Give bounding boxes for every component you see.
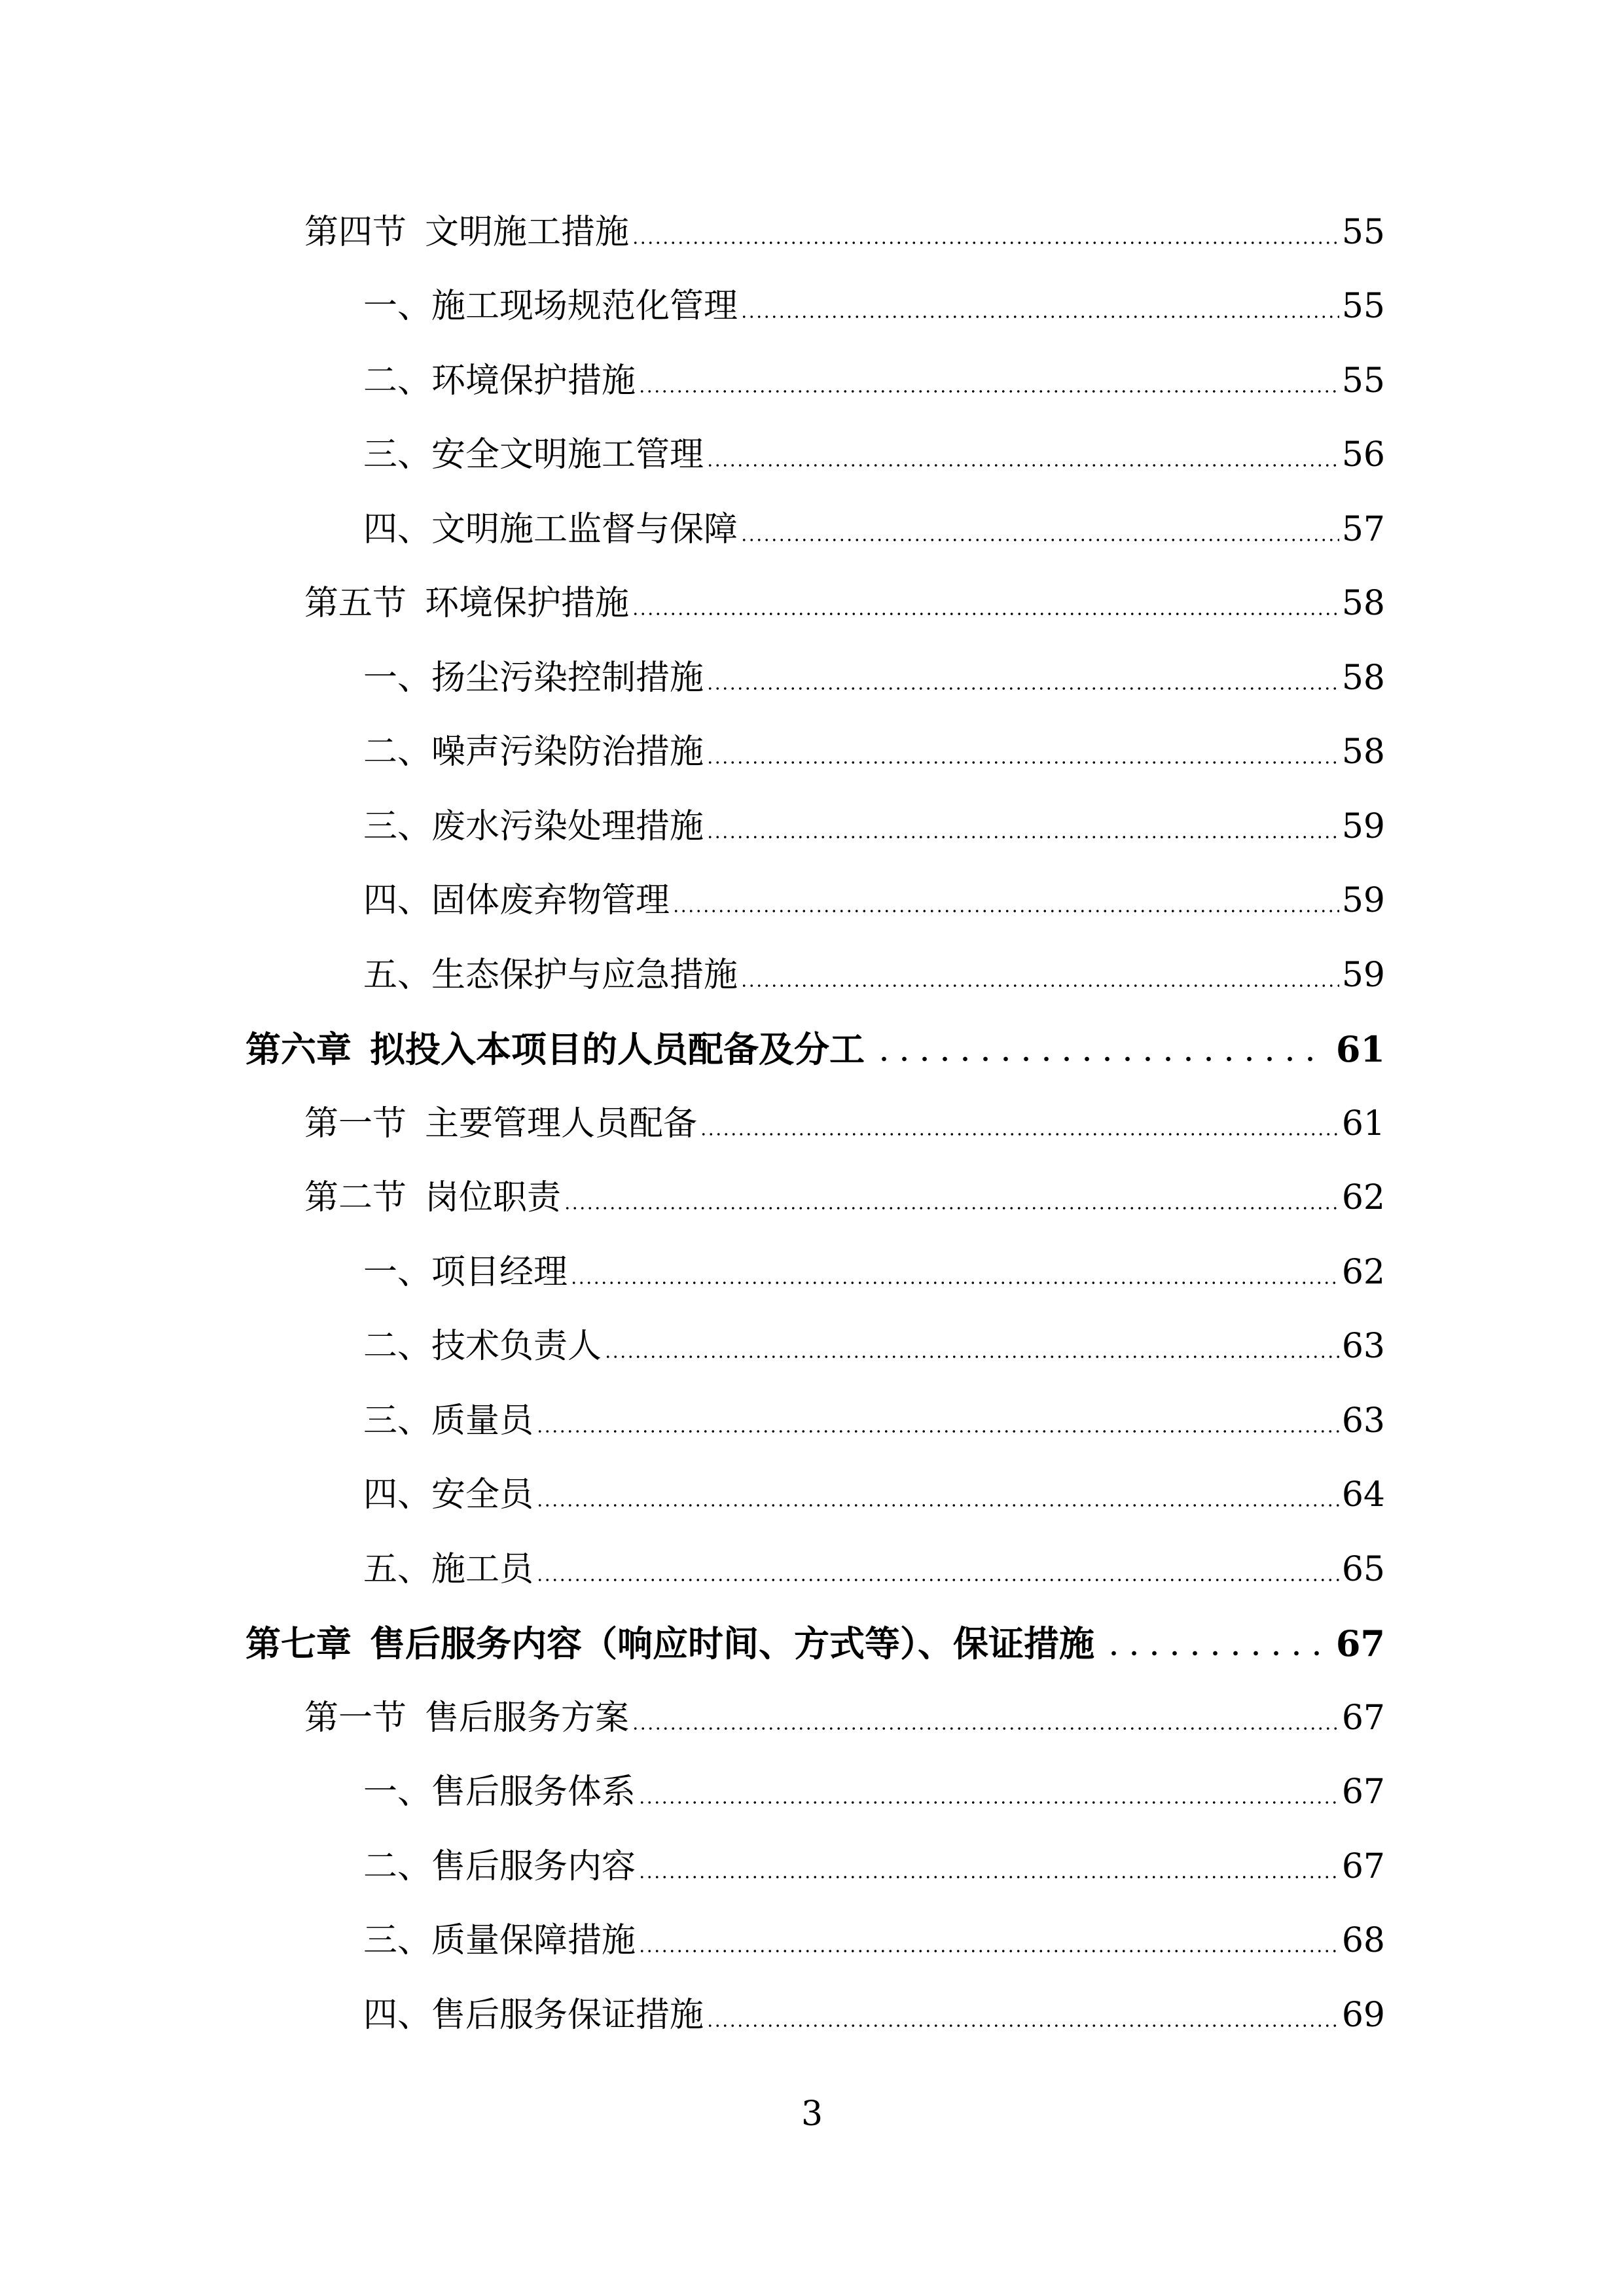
toc-entry-item[interactable] <box>0 1458 1624 1533</box>
toc-page-number: 67 <box>1341 1846 1385 1886</box>
toc-entry-item[interactable] <box>0 492 1624 567</box>
toc-label <box>245 1028 865 1071</box>
toc-entry-item[interactable] <box>0 789 1624 864</box>
toc-number: 第六章 <box>245 1028 352 1071</box>
toc-title: 售后服务内容（响应时间、方式等）、保证措施 <box>370 1623 1094 1665</box>
table-of-contents <box>0 195 1624 2053</box>
toc-leader-dots <box>706 835 1339 839</box>
toc-leader-dots <box>638 389 1339 393</box>
toc-leader-dots <box>1104 1651 1319 1656</box>
toc-page-number: 62 <box>1341 1178 1385 1218</box>
toc-number: 第四节 <box>304 212 407 252</box>
toc-title: 四、安全员 <box>363 1475 534 1515</box>
toc-label <box>245 1623 1094 1665</box>
toc-entry-section-4[interactable] <box>0 195 1624 270</box>
toc-title: 四、文明施工监督与保障 <box>363 509 738 549</box>
toc-page-number: 55 <box>1341 361 1385 401</box>
toc-title: 三、安全文明施工管理 <box>363 435 704 475</box>
toc-entry-item[interactable] <box>0 1755 1624 1830</box>
toc-title: 二、技术负责人 <box>363 1327 602 1367</box>
toc-title: 一、施工现场规范化管理 <box>363 287 738 327</box>
toc-page-number: 62 <box>1341 1252 1385 1292</box>
toc-leader-dots <box>632 241 1339 245</box>
toc-leader-dots <box>536 1578 1339 1582</box>
toc-leader-dots <box>706 463 1339 467</box>
toc-label <box>304 584 630 624</box>
toc-page-number: 58 <box>1341 658 1385 698</box>
toc-page-number: 67 <box>1341 1772 1385 1812</box>
toc-title: 环境保护措施 <box>425 584 630 624</box>
toc-page-number: 63 <box>1341 1401 1385 1441</box>
toc-entry-item[interactable] <box>0 715 1624 790</box>
toc-page-number: 55 <box>1341 212 1385 252</box>
toc-title: 岗位职责 <box>425 1178 562 1218</box>
toc-entry-section-5[interactable] <box>0 567 1624 641</box>
toc-entry-section-1[interactable] <box>0 1086 1624 1161</box>
toc-entry-item[interactable] <box>0 1829 1624 1904</box>
toc-entry-item[interactable] <box>0 1978 1624 2053</box>
toc-title: 二、售后服务内容 <box>363 1846 636 1886</box>
toc-entry-item[interactable] <box>0 1532 1624 1607</box>
toc-entry-item[interactable] <box>0 641 1624 715</box>
toc-leader-dots <box>536 1429 1339 1433</box>
toc-page-number: 65 <box>1341 1549 1385 1589</box>
toc-leader-dots <box>604 1355 1339 1359</box>
page-number-footer: 3 <box>801 2094 823 2134</box>
toc-leader-dots <box>638 1875 1339 1879</box>
toc-title: 三、质量员 <box>363 1401 534 1441</box>
toc-leader-dots <box>638 1949 1339 1953</box>
toc-title: 五、施工员 <box>363 1549 534 1589</box>
toc-title: 一、扬尘污染控制措施 <box>363 658 704 698</box>
toc-leader-dots <box>632 1727 1339 1731</box>
toc-entry-item[interactable] <box>0 864 1624 939</box>
toc-label <box>304 1178 562 1218</box>
toc-leader-dots <box>638 1801 1339 1804</box>
toc-title: 五、生态保护与应急措施 <box>363 955 738 995</box>
toc-page-number: 61 <box>1335 1028 1385 1071</box>
toc-leader-dots <box>740 538 1339 542</box>
toc-number: 第五节 <box>304 584 407 624</box>
toc-title: 二、环境保护措施 <box>363 361 636 401</box>
toc-entry-section-2[interactable] <box>0 1161 1624 1236</box>
toc-page-number: 61 <box>1341 1103 1385 1143</box>
toc-title: 售后服务方案 <box>425 1698 630 1738</box>
toc-entry-chapter-6[interactable] <box>0 1013 1624 1087</box>
toc-leader-dots <box>706 687 1339 691</box>
toc-leader-dots <box>874 1056 1319 1062</box>
toc-entry-chapter-7[interactable] <box>0 1607 1624 1681</box>
toc-leader-dots <box>672 909 1339 913</box>
toc-label <box>304 212 630 252</box>
toc-entry-item[interactable] <box>0 1235 1624 1310</box>
toc-leader-dots <box>570 1281 1339 1285</box>
toc-number: 第一节 <box>304 1103 407 1143</box>
toc-title: 四、售后服务保证措施 <box>363 1995 704 2035</box>
toc-entry-item[interactable] <box>0 938 1624 1013</box>
toc-page-number: 63 <box>1341 1327 1385 1367</box>
toc-page-number: 57 <box>1341 509 1385 549</box>
toc-leader-dots <box>740 315 1339 319</box>
toc-label <box>304 1698 630 1738</box>
toc-title: 拟投入本项目的人员配备及分工 <box>370 1028 865 1071</box>
toc-title: 三、质量保障措施 <box>363 1921 636 1961</box>
toc-label <box>304 1103 698 1143</box>
toc-title: 文明施工措施 <box>425 212 630 252</box>
toc-page-number: 67 <box>1341 1698 1385 1738</box>
toc-page-number: 64 <box>1341 1475 1385 1515</box>
toc-title: 一、项目经理 <box>363 1252 568 1292</box>
toc-entry-item[interactable] <box>0 344 1624 418</box>
toc-leader-dots <box>564 1206 1339 1210</box>
toc-leader-dots <box>632 612 1339 616</box>
toc-page-number: 59 <box>1341 955 1385 995</box>
toc-number: 第二节 <box>304 1178 407 1218</box>
toc-entry-section-1[interactable] <box>0 1681 1624 1755</box>
toc-page-number: 69 <box>1341 1995 1385 2035</box>
toc-leader-dots <box>536 1503 1339 1507</box>
toc-entry-item[interactable] <box>0 1310 1624 1384</box>
toc-entry-item[interactable] <box>0 1384 1624 1458</box>
toc-page-number: 55 <box>1341 287 1385 327</box>
toc-leader-dots <box>706 761 1339 764</box>
toc-leader-dots <box>706 2024 1339 2028</box>
toc-page-number: 56 <box>1341 435 1385 475</box>
toc-title: 主要管理人员配备 <box>425 1103 698 1143</box>
toc-number: 第七章 <box>245 1623 352 1665</box>
toc-page-number: 58 <box>1341 732 1385 772</box>
toc-page-number: 59 <box>1341 806 1385 846</box>
toc-leader-dots <box>740 984 1339 988</box>
toc-title: 二、噪声污染防治措施 <box>363 732 704 772</box>
toc-title: 四、固体废弃物管理 <box>363 881 670 921</box>
toc-number: 第一节 <box>304 1698 407 1738</box>
toc-leader-dots <box>700 1132 1339 1136</box>
toc-page-number: 58 <box>1341 584 1385 624</box>
toc-entry-item[interactable] <box>0 1904 1624 1979</box>
toc-page-number: 68 <box>1341 1921 1385 1961</box>
toc-entry-item[interactable] <box>0 418 1624 493</box>
toc-entry-item[interactable] <box>0 270 1624 344</box>
toc-page-number: 67 <box>1335 1623 1385 1665</box>
toc-title: 一、售后服务体系 <box>363 1772 636 1812</box>
toc-page-number: 59 <box>1341 881 1385 921</box>
toc-title: 三、废水污染处理措施 <box>363 806 704 846</box>
